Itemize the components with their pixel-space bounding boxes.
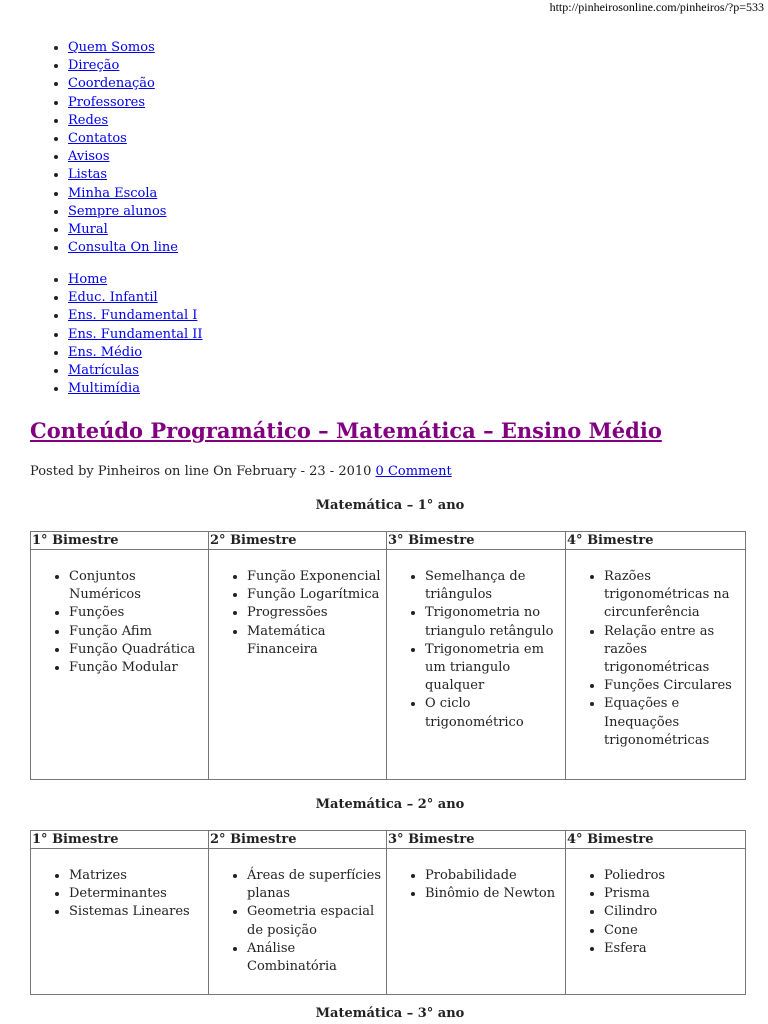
menu-item-professores (68, 94, 178, 112)
primary-menu (0, 39, 178, 257)
table-cell (31, 550, 209, 780)
menu-link-avisos[interactable]: Avisos (68, 149, 110, 165)
list-item: • Áreas de superfícies planas (247, 867, 386, 903)
caption-2-ano: Matemática – 2° ano (315, 797, 465, 812)
caption-1-ano: Matemática – 1° ano (315, 498, 465, 513)
list-item: • Determinantes (69, 885, 208, 903)
list-item: • Cilindro (604, 903, 745, 921)
list-item: • Geometria espacial de posição (247, 903, 386, 939)
list-item: • Equações e Inequações trigonométricas (604, 695, 745, 750)
table-2-ano (30, 830, 746, 995)
comment-link[interactable]: 0 Comment (375, 464, 452, 479)
menu-link-quem-somos[interactable]: Quem Somos (68, 40, 155, 55)
table-cell (209, 849, 387, 995)
menu-item-educ-infantil (68, 289, 203, 307)
column-header: 3° Bimestre (387, 532, 566, 550)
page-url: http://pinheirosonline.com/pinheiros/?p=533 (549, 0, 764, 14)
topic-list (387, 568, 565, 732)
list-item: • Função Afim (69, 623, 208, 641)
list-item: • Esfera (604, 940, 745, 958)
menu-link-redes[interactable]: Redes (68, 112, 109, 128)
menu-link-minha-escola[interactable]: Minha Escola (68, 185, 158, 201)
topic-list (209, 867, 386, 976)
list-item: • Probabilidade (425, 867, 565, 885)
list-item: • Matrizes (69, 867, 208, 885)
list-item: • Trigonometria em um triangulo qualquer (425, 641, 565, 696)
menu-item-direcao (68, 57, 178, 75)
column-header: 2° Bimestre (209, 532, 387, 550)
column-header: 4° Bimestre (566, 831, 746, 849)
list-item: • Poliedros (604, 867, 745, 885)
column-header: 4° Bimestre (566, 532, 746, 550)
table-cell (387, 550, 566, 780)
list-item: • Cone (604, 922, 745, 940)
menu-link-contatos[interactable]: Contatos (68, 131, 127, 147)
menu-link-sempre-alunos[interactable]: Sempre alunos (68, 203, 167, 219)
list-item: • Binômio de Newton (425, 885, 565, 903)
menu-link-ens-fundamental-ii[interactable]: Ens. Fundamental II (68, 326, 203, 342)
list-item: • Semelhança de triângulos (425, 568, 565, 604)
menu-link-multimidia[interactable]: Multimídia (68, 381, 140, 397)
topic-list (566, 867, 745, 958)
table-1-ano (30, 531, 746, 780)
post-title (30, 417, 662, 445)
table-cell (209, 550, 387, 780)
list-item: • Conjuntos Numéricos (69, 568, 208, 604)
menu-item-matriculas (68, 362, 203, 380)
post-meta-text: Posted by Pinheiros on line On February - 23 - 2010 (30, 464, 376, 479)
table-cell (387, 849, 566, 995)
menu-item-consulta-on-line (68, 239, 178, 257)
list-item: • Matemática Financeira (247, 623, 386, 659)
topic-list (387, 867, 565, 903)
menu-item-minha-escola (68, 185, 178, 203)
list-item: • Relação entre as razões trigonométricas (604, 623, 745, 678)
menu-item-ens-fundamental-i (68, 307, 203, 325)
menu-link-professores[interactable]: Professores (68, 94, 146, 110)
list-item: • Funções Circulares (604, 677, 745, 695)
menu-link-ens-medio[interactable]: Ens. Médio (68, 344, 143, 360)
list-item: • Função Exponencial (247, 568, 386, 586)
menu-item-avisos (68, 148, 178, 166)
table-cell (566, 849, 746, 995)
menu-link-educ-infantil[interactable]: Educ. Infantil (68, 290, 158, 306)
menu-link-consulta-on-line[interactable]: Consulta On line (68, 240, 178, 256)
menu-link-home[interactable]: Home (68, 272, 108, 287)
menu-item-listas (68, 166, 178, 184)
list-item: • Função Quadrática (69, 641, 208, 659)
list-item: • O ciclo trigonométrico (425, 695, 565, 731)
topic-list (566, 568, 745, 750)
post-title-link[interactable]: Conteúdo Programático – Matemática – Ensino Médio (30, 418, 662, 443)
list-item: • Função Logarítmica (247, 586, 386, 604)
secondary-menu (0, 271, 203, 398)
topic-list (31, 867, 208, 922)
column-header: 1° Bimestre (31, 532, 209, 550)
table-cell (566, 550, 746, 780)
menu-item-coordenacao (68, 75, 178, 93)
list-item: • Trigonometria no triangulo retângulo (425, 604, 565, 640)
menu-link-direcao[interactable]: Direção (68, 58, 120, 74)
menu-link-matriculas[interactable]: Matrículas (68, 363, 139, 379)
menu-link-mural[interactable]: Mural (68, 222, 108, 238)
menu-item-sempre-alunos (68, 203, 178, 221)
table-cell (31, 849, 209, 995)
list-item: • Análise Combinatória (247, 940, 386, 976)
menu-link-ens-fundamental-i[interactable]: Ens. Fundamental I (68, 308, 198, 324)
menu-item-quem-somos (68, 39, 178, 57)
column-header: 2° Bimestre (209, 831, 387, 849)
list-item: • Progressões (247, 604, 386, 622)
menu-link-listas[interactable]: Listas (68, 167, 108, 183)
menu-item-contatos (68, 130, 178, 148)
topic-list (31, 568, 208, 677)
list-item: • Prisma (604, 885, 745, 903)
topic-list (209, 568, 386, 659)
list-item: • Sistemas Lineares (69, 903, 208, 921)
column-header: 1° Bimestre (31, 831, 209, 849)
menu-item-ens-medio (68, 344, 203, 362)
column-header: 3° Bimestre (387, 831, 566, 849)
menu-item-multimidia (68, 380, 203, 398)
menu-item-ens-fundamental-ii (68, 326, 203, 344)
list-item: • Função Modular (69, 659, 208, 677)
menu-item-mural (68, 221, 178, 239)
menu-item-redes (68, 112, 178, 130)
list-item: • Funções (69, 604, 208, 622)
post-meta (30, 463, 452, 481)
list-item: • Razões trigonométricas na circunferência (604, 568, 745, 623)
caption-3-ano: Matemática – 3° ano (315, 1006, 465, 1021)
menu-link-coordenacao[interactable]: Coordenação (68, 76, 155, 92)
menu-item-home (68, 271, 203, 289)
